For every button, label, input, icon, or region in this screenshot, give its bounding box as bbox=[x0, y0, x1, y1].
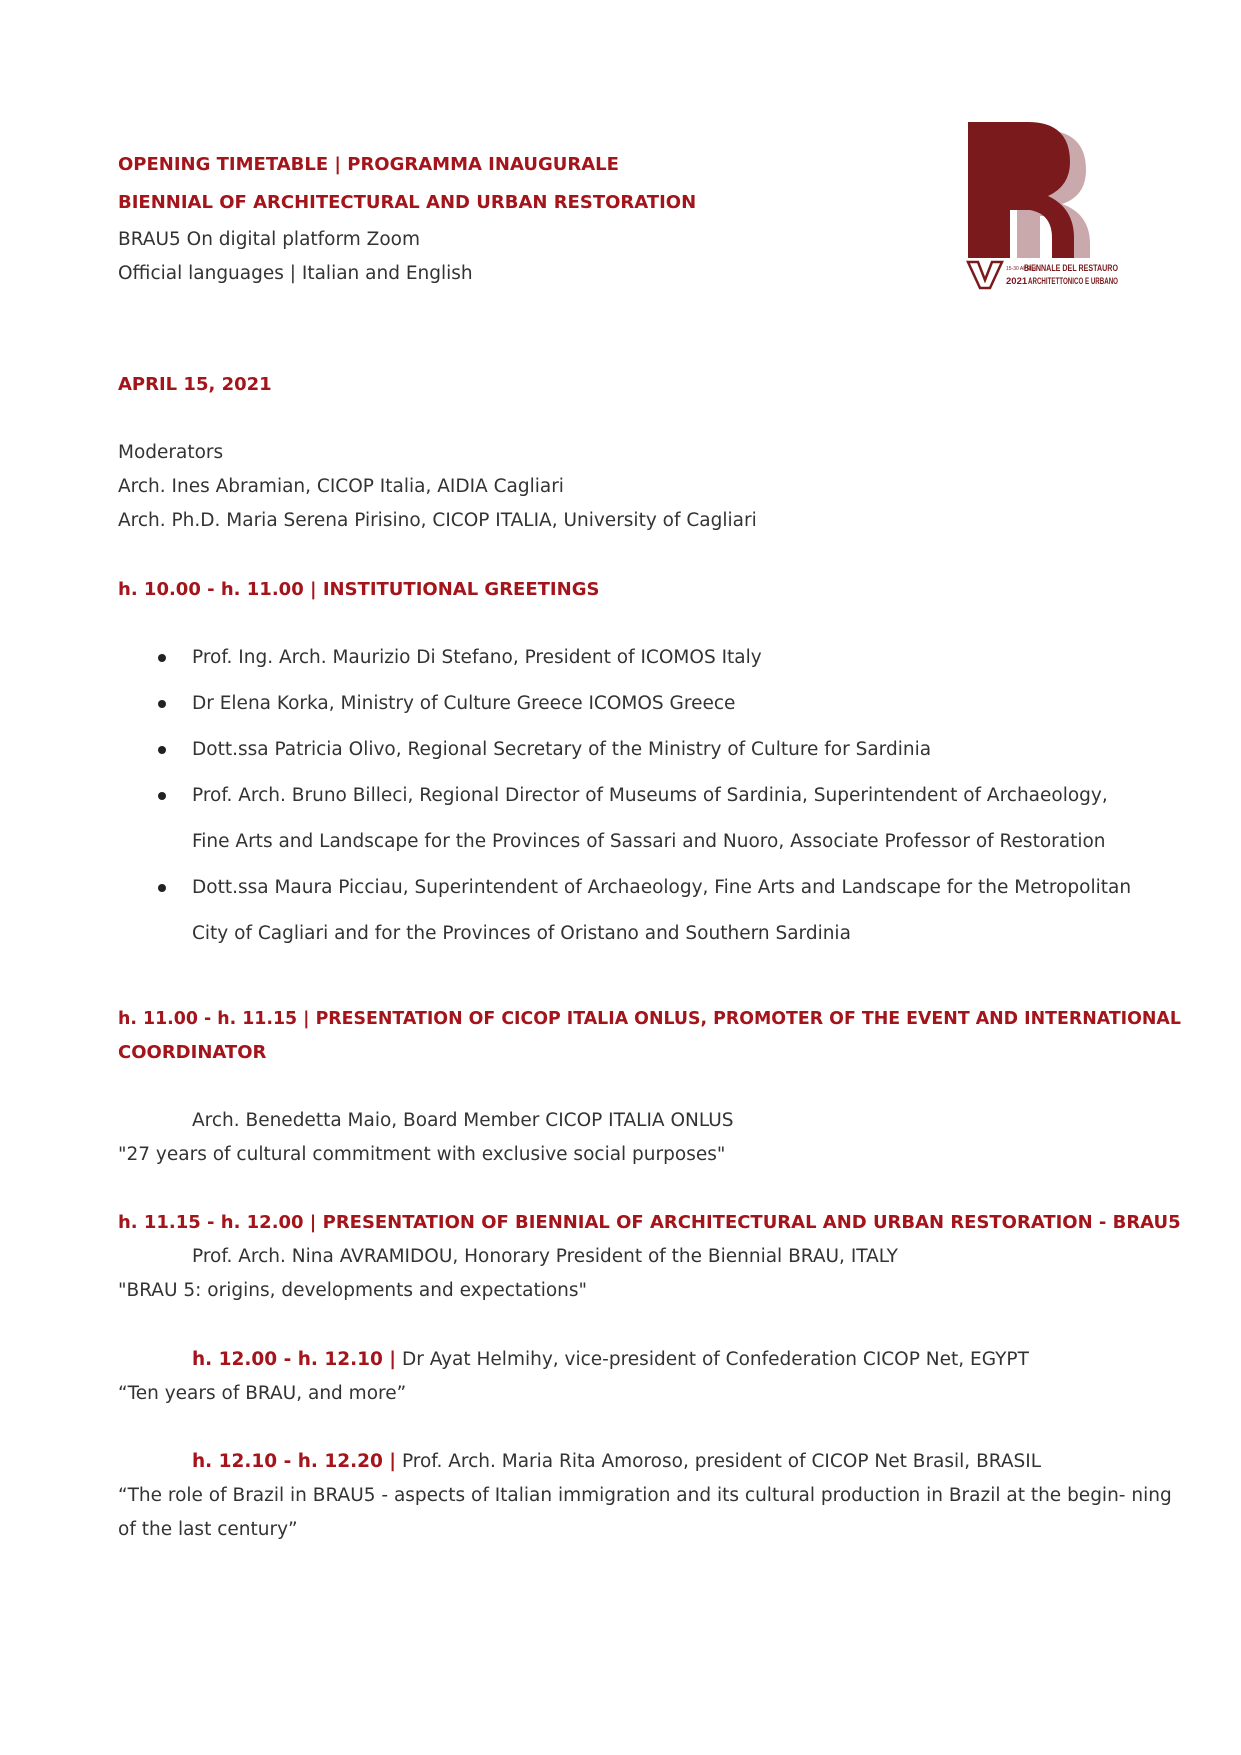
greeting-item: Dr Elena Korka, Ministry of Culture Greece ICOMOS Greece bbox=[192, 693, 736, 714]
session-2-talk: "27 years of cultural commitment with exclusive social purposes" bbox=[118, 1144, 726, 1165]
bullet-dot bbox=[158, 746, 166, 754]
bullet-dot bbox=[158, 700, 166, 708]
session-2-speaker: Arch. Benedetta Maio, Board Member CICOP ITALIA ONLUS bbox=[192, 1110, 734, 1131]
title-line-2: BIENNIAL OF ARCHITECTURAL AND URBAN RESTORATION bbox=[118, 192, 697, 213]
platform-line: BRAU5 On digital platform Zoom bbox=[118, 229, 421, 250]
logo-year: 2021 bbox=[1006, 276, 1028, 287]
logo-line-1: BIENNALE DEL RESTAURO bbox=[1024, 263, 1118, 274]
title-line-1: OPENING TIMETABLE | PROGRAMMA INAUGURALE bbox=[118, 154, 619, 175]
session-1-time: h. 10.00 - h. 11.00 | INSTITUTIONAL GREETINGS bbox=[118, 579, 600, 600]
greeting-item-continued: Fine Arts and Landscape for the Provinces of Sassari and Nuoro, Associate Professor of Restoration bbox=[192, 831, 1106, 852]
bullet-dot bbox=[158, 884, 166, 892]
greeting-item: Prof. Ing. Arch. Maurizio Di Stefano, President of ICOMOS Italy bbox=[192, 647, 762, 668]
session-5-talk: “The role of Brazil in BRAU5 - aspects of Italian immigration and its cultural production in Brazil at the begin- ning bbox=[118, 1485, 1172, 1506]
logo-dates: 15-30 APRILE bbox=[1006, 266, 1038, 272]
event-date: APRIL 15, 2021 bbox=[118, 374, 272, 395]
moderator-item: Arch. Ph.D. Maria Serena Pirisino, CICOP ITALIA, University of Cagliari bbox=[118, 510, 757, 531]
moderators-label: Moderators bbox=[118, 442, 224, 463]
brau-logo bbox=[962, 118, 1120, 290]
session-4-line bbox=[192, 1348, 1029, 1372]
greeting-item: Dott.ssa Patricia Olivo, Regional Secretary of the Ministry of Culture for Sardinia bbox=[192, 739, 932, 760]
session-4-time: h. 12.00 - h. 12.10 | bbox=[192, 1349, 397, 1370]
session-5-line bbox=[192, 1450, 1041, 1474]
logo-line-2: ARCHITETTONICO E URBANO bbox=[1028, 276, 1118, 287]
session-5-speaker: Prof. Arch. Maria Rita Amoroso, president of CICOP Net Brasil, BRASIL bbox=[396, 1451, 1042, 1472]
greeting-item: Prof. Arch. Bruno Billeci, Regional Director of Museums of Sardinia, Superintendent of Archaeology, bbox=[192, 785, 1108, 806]
greeting-item-continued: City of Cagliari and for the Provinces of Oristano and Southern Sardinia bbox=[192, 923, 851, 944]
session-3-speaker: Prof. Arch. Nina AVRAMIDOU, Honorary President of the Biennial BRAU, ITALY bbox=[192, 1246, 898, 1267]
session-4-speaker: Dr Ayat Helmihy, vice-president of Confederation CICOP Net, EGYPT bbox=[396, 1349, 1029, 1370]
languages-line: Official languages | Italian and English bbox=[118, 263, 473, 284]
bullet-dot bbox=[158, 792, 166, 800]
session-5-talk-continued: of the last century” bbox=[118, 1519, 298, 1540]
session-2-time: h. 11.00 - h. 11.15 | PRESENTATION OF CICOP ITALIA ONLUS, PROMOTER OF THE EVENT AND INTERNATIONAL bbox=[118, 1008, 1181, 1029]
session-4-talk: “Ten years of BRAU, and more” bbox=[118, 1383, 407, 1404]
session-3-time: h. 11.15 - h. 12.00 | PRESENTATION OF BIENNIAL OF ARCHITECTURAL AND URBAN RESTORATION - BRAU5 bbox=[118, 1212, 1181, 1233]
session-3-talk: "BRAU 5: origins, developments and expectations" bbox=[118, 1280, 588, 1301]
session-5-time: h. 12.10 - h. 12.20 | bbox=[192, 1451, 397, 1472]
greeting-item: Dott.ssa Maura Picciau, Superintendent of Archaeology, Fine Arts and Landscape for the Metropolitan bbox=[192, 877, 1132, 898]
moderator-item: Arch. Ines Abramian, CICOP Italia, AIDIA Cagliari bbox=[118, 476, 564, 497]
bullet-dot bbox=[158, 654, 166, 662]
session-2-time-continued: COORDINATOR bbox=[118, 1042, 267, 1063]
